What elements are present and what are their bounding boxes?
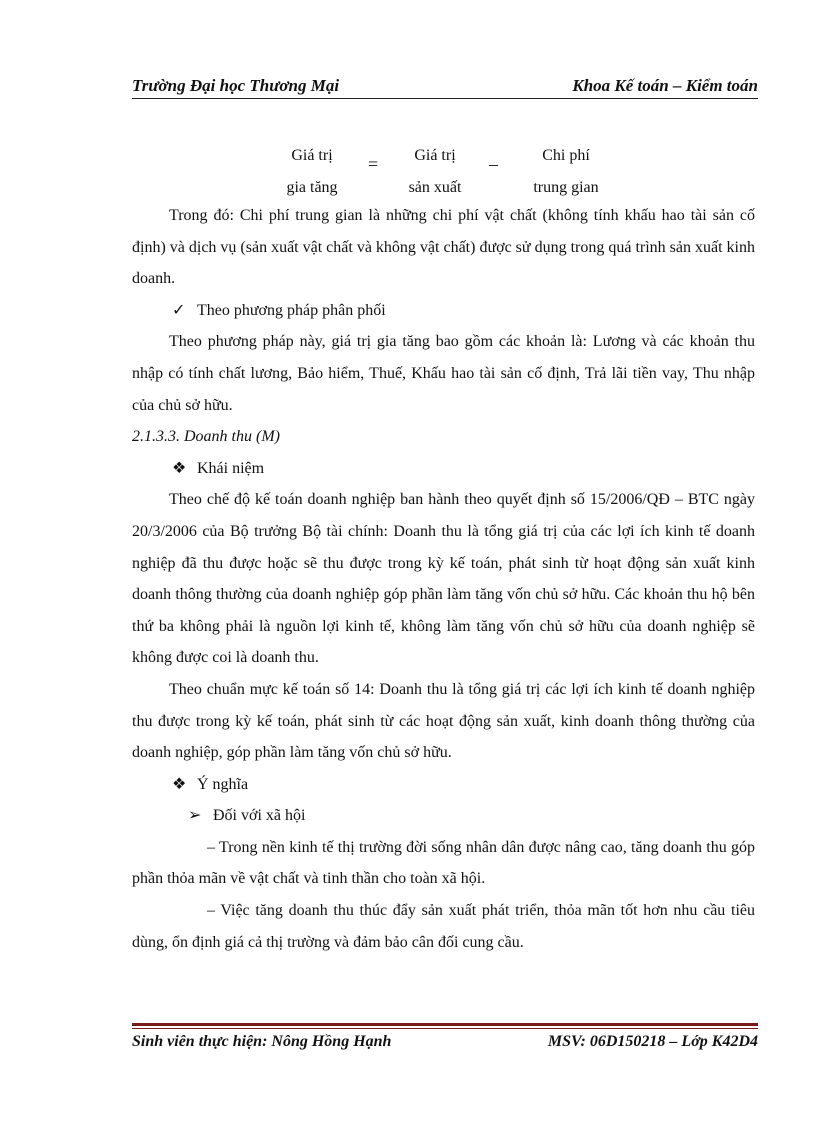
- dash-item-living-standard: – Trong nền kinh tế thị trường đời sống nhân dân được nâng cao, tăng doanh thu góp phần thỏa mãn về vật chất và tinh thần cho toàn xã hội.: [132, 838, 755, 888]
- arrow-bullet-icon: ➢: [188, 807, 202, 825]
- bullet-significance: [132, 769, 755, 801]
- paragraph-revenue-definition-regulation: Theo chế độ kế toán doanh nghiệp ban hành theo quyết định số 15/2006/QĐ – BTC ngày 20/3/2006 của Bộ trưởng Bộ tài chính: Doanh thu là tổng giá trị của các lợi ích kinh tế doanh nghiệp đã thu được hoặc sẽ thu được trong kỳ kế toán, phát sinh từ hoạt động sản xuất kinh doanh thông thường của doanh nghiệp góp phần làm tăng vốn chủ sở hữu. Các khoản thu hộ bên thứ ba không phải là nguồn lợi kinh tế, không làm tăng vốn chủ sở hữu của doanh nghiệp sẽ không được coi là doanh thu.: [132, 491, 755, 667]
- formula-term-intermediate-cost-line2: trung gian: [533, 179, 599, 196]
- check-item-distribution-method: [132, 295, 755, 327]
- bullet-significance-label: Ý nghĩa: [197, 775, 249, 793]
- footer-student-name: Sinh viên thực hiện: Nông Hồng Hạnh: [132, 1033, 392, 1050]
- footer-student-id-class: MSV: 06D150218 – Lớp K42D4: [547, 1033, 758, 1050]
- check-item-label: Theo phương pháp phân phối: [197, 301, 386, 319]
- dash-item-production-growth: – Việc tăng doanh thu thúc đẩy sản xuất phát triển, thỏa mãn tốt hơn nhu cầu tiêu dùng, ổn định giá cả thị trường và đảm bảo cân đối cung cầu.: [132, 902, 755, 951]
- document-body: [132, 200, 755, 958]
- paragraph-intermediate-cost-definition: Trong đó: Chi phí trung gian là những chi phí vật chất (không tính khấu hao tài sản cố định) và dịch vụ (sản xuất vật chất và không vật chất) được sử dụng trong quá trình sản xuất kinh doanh.: [132, 207, 755, 288]
- header-school-name: Trường Đại học Thương Mại: [132, 76, 340, 95]
- formula-minus-sign: –: [489, 154, 498, 174]
- formula-term-output-value-line1: Giá trị: [414, 147, 456, 164]
- formula-term-output-value-line2: sản xuất: [408, 179, 462, 196]
- checkmark-icon: ✓: [172, 301, 186, 319]
- formula-term-intermediate-cost: [506, 140, 626, 204]
- arrow-item-society-label: Đối với xã hội: [213, 807, 306, 825]
- section-heading-revenue: 2.1.3.3. Doanh thu (M): [132, 428, 280, 446]
- header-rule: [132, 98, 758, 99]
- paragraph-revenue-definition-standard: Theo chuẩn mực kế toán số 14: Doanh thu là tổng giá trị các lợi ích kinh tế doanh nghiệp thu được trong kỳ kế toán, phát sinh từ các hoạt động sản xuất, kinh doanh thông thường của doanh nghiệp, góp phần làm tăng vốn chủ sở hữu.: [132, 680, 755, 762]
- formula-term-value-added: [252, 140, 372, 204]
- formula-equals-sign: =: [368, 154, 379, 174]
- paragraph-distribution-method: Theo phương pháp này, giá trị gia tăng bao gồm các khoản là: Lương và các khoản thu nhập có tính chất lương, Bảo hiểm, Thuế, Khấu hao tài sản cố định, Trả lãi tiền vay, Thu nhập của chủ sở hữu.: [132, 333, 755, 414]
- page-footer: [132, 1033, 758, 1051]
- formula-term-output-value: [375, 140, 495, 204]
- header-faculty-name: Khoa Kế toán – Kiểm toán: [572, 76, 758, 95]
- formula-term-value-added-line2: gia tăng: [286, 179, 338, 196]
- footer-rule-thick: [132, 1023, 758, 1026]
- page-header: [132, 76, 758, 96]
- bullet-concept: [132, 453, 755, 485]
- value-added-formula: [0, 140, 816, 200]
- formula-term-intermediate-cost-line1: Chi phí: [542, 147, 590, 164]
- footer-rule-thin: [132, 1028, 758, 1029]
- bullet-concept-label: Khái niệm: [197, 459, 265, 477]
- formula-term-value-added-line1: Giá trị: [291, 147, 333, 164]
- diamond-bullet-icon: ❖: [172, 459, 187, 477]
- arrow-item-society: [132, 800, 755, 832]
- diamond-bullet-icon: ❖: [172, 775, 187, 793]
